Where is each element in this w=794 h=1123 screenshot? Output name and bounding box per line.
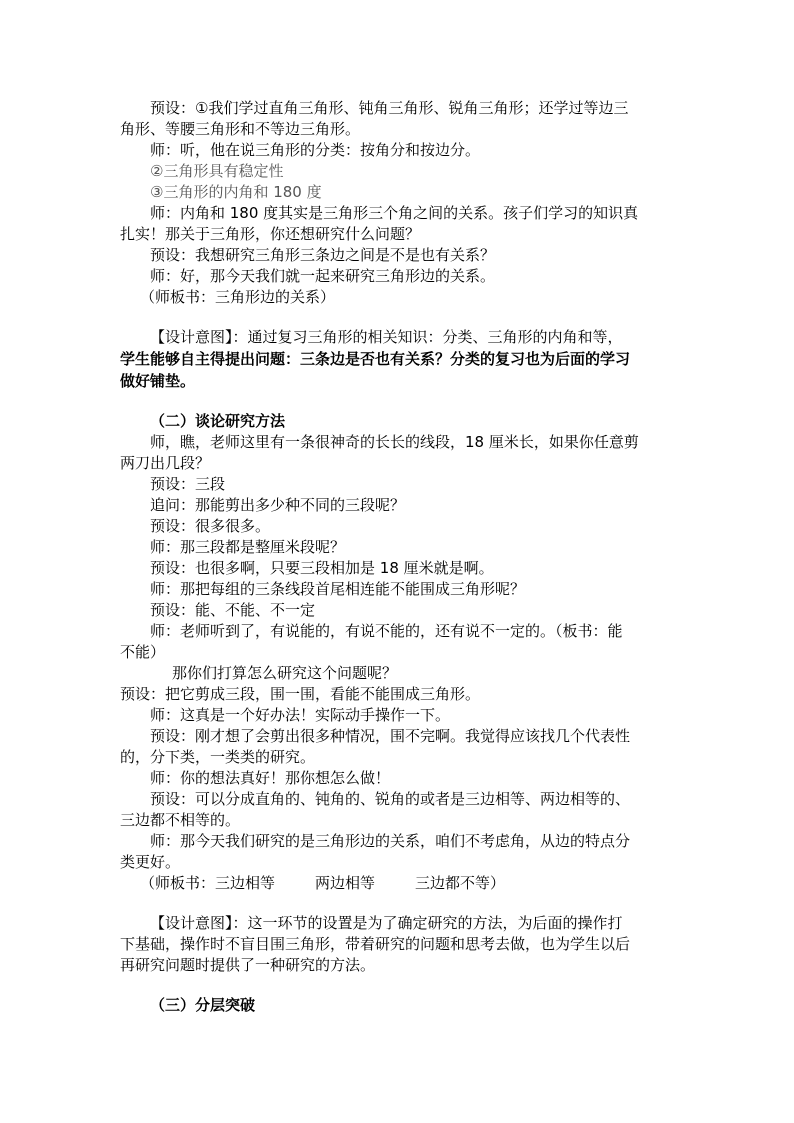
s2-line-6: 师：那三段都是整厘米段呢？	[150, 538, 346, 556]
s2-line-15: 预设：刚才想了会剪出很多种情况，围不完啊。我觉得应该找几个代表性	[150, 727, 631, 745]
s2-line-19: 三边都不相等的。	[120, 811, 241, 829]
design-intent-1c: 做好铺垫。	[120, 372, 196, 390]
s2-line-7: 预设：也很多啊，只要三段相加是 18 厘米就是啊。	[150, 559, 494, 577]
s2-line-3: 预设：三段	[150, 475, 226, 493]
teacher-line-3: 师：好，那今天我们就一起来研究三角形边的关系。	[150, 267, 496, 285]
board-note-2-part-3: 三边都不等）	[415, 874, 506, 892]
board-note-2-part-1: （师板书：三边相等	[140, 874, 276, 892]
s2-line-5: 预设：很多很多。	[150, 517, 271, 535]
s2-line-8: 师：那把每组的三条线段首尾相连能不能围成三角形呢？	[150, 580, 526, 598]
teacher-line-2a: 师：内角和 180 度其实是三角形三个角之间的关系。孩子们学习的知识真	[150, 204, 639, 222]
teacher-line-1: 师：听，他在说三角形的分类：按角分和按边分。	[150, 141, 481, 159]
s2-line-20: 师：那今天我们研究的是三角形边的关系，咱们不考虑角，从边的特点分	[150, 832, 631, 850]
preset-line-1b: 角形、等腰三角形和不等边三角形。	[120, 120, 361, 138]
teacher-line-2b: 扎实！那关于三角形，你还想研究什么问题？	[120, 225, 421, 243]
s2-line-9: 预设：能、不能、不一定	[150, 601, 316, 619]
s2-line-4: 追问：那能剪出多少种不同的三段呢？	[150, 496, 406, 514]
board-note-1: （师板书：三角形边的关系）	[140, 288, 336, 306]
design-intent-2a: 【设计意图】：这一环节的设置是为了确定研究的方法，为后面的操作打	[150, 914, 623, 932]
s2-line-17: 师：你的想法真好！那你想怎么做！	[150, 769, 391, 787]
s2-line-10: 师：老师听到了，有说能的，有说不能的，还有说不一定的。（板书：能	[150, 622, 623, 640]
s2-line-18: 预设：可以分成直角的、钝角的、锐角的或者是三边相等、两边相等的、	[150, 790, 631, 808]
preset-line-1a: 预设：①我们学过直角三角形、钝角三角形、锐角三角形；还学过等边三	[150, 99, 629, 117]
design-intent-2b: 下基础，操作时不盲目围三角形，带着研究的问题和思考去做，也为学生以后	[120, 935, 631, 953]
design-intent-1b: 学生能够自主得提出问题：三条边是否也有关系？分类的复习也为后面的学习	[120, 350, 631, 368]
s2-line-12: 那你们打算怎么研究这个问题呢？	[172, 664, 398, 682]
section-heading-2: （二）谈论研究方法	[150, 412, 286, 430]
item-stability: ②三角形具有稳定性	[150, 162, 284, 180]
s2-line-2: 两刀出几段？	[120, 454, 211, 472]
s2-line-21: 类更好。	[120, 853, 181, 871]
s2-line-11: 不能）	[120, 643, 166, 661]
design-intent-2c: 再研究问题时提供了一种研究的方法。	[120, 956, 376, 974]
preset-line-2: 预设：我想研究三角形三条边之间是不是也有关系？	[150, 246, 496, 264]
board-note-2-part-2: 两边相等	[315, 874, 376, 892]
s2-line-1: 师，瞧，老师这里有一条很神奇的长长的线段，18 厘米长，如果你任意剪	[150, 433, 639, 451]
s2-line-13: 预设：把它剪成三段，围一围，看能不能围成三角形。	[120, 685, 481, 703]
board-note-2	[140, 873, 505, 894]
item-angle-sum: ③三角形的内角和 180 度	[150, 183, 322, 201]
design-intent-1a: 【设计意图】：通过复习三角形的相关知识：分类、三角形的内角和等，	[150, 328, 623, 346]
s2-line-16: 的，分下类，一类类的研究。	[120, 748, 316, 766]
s2-line-14: 师：这真是一个好办法！实际动手操作一下。	[150, 706, 451, 724]
section-heading-3: （三）分层突破	[150, 996, 256, 1014]
